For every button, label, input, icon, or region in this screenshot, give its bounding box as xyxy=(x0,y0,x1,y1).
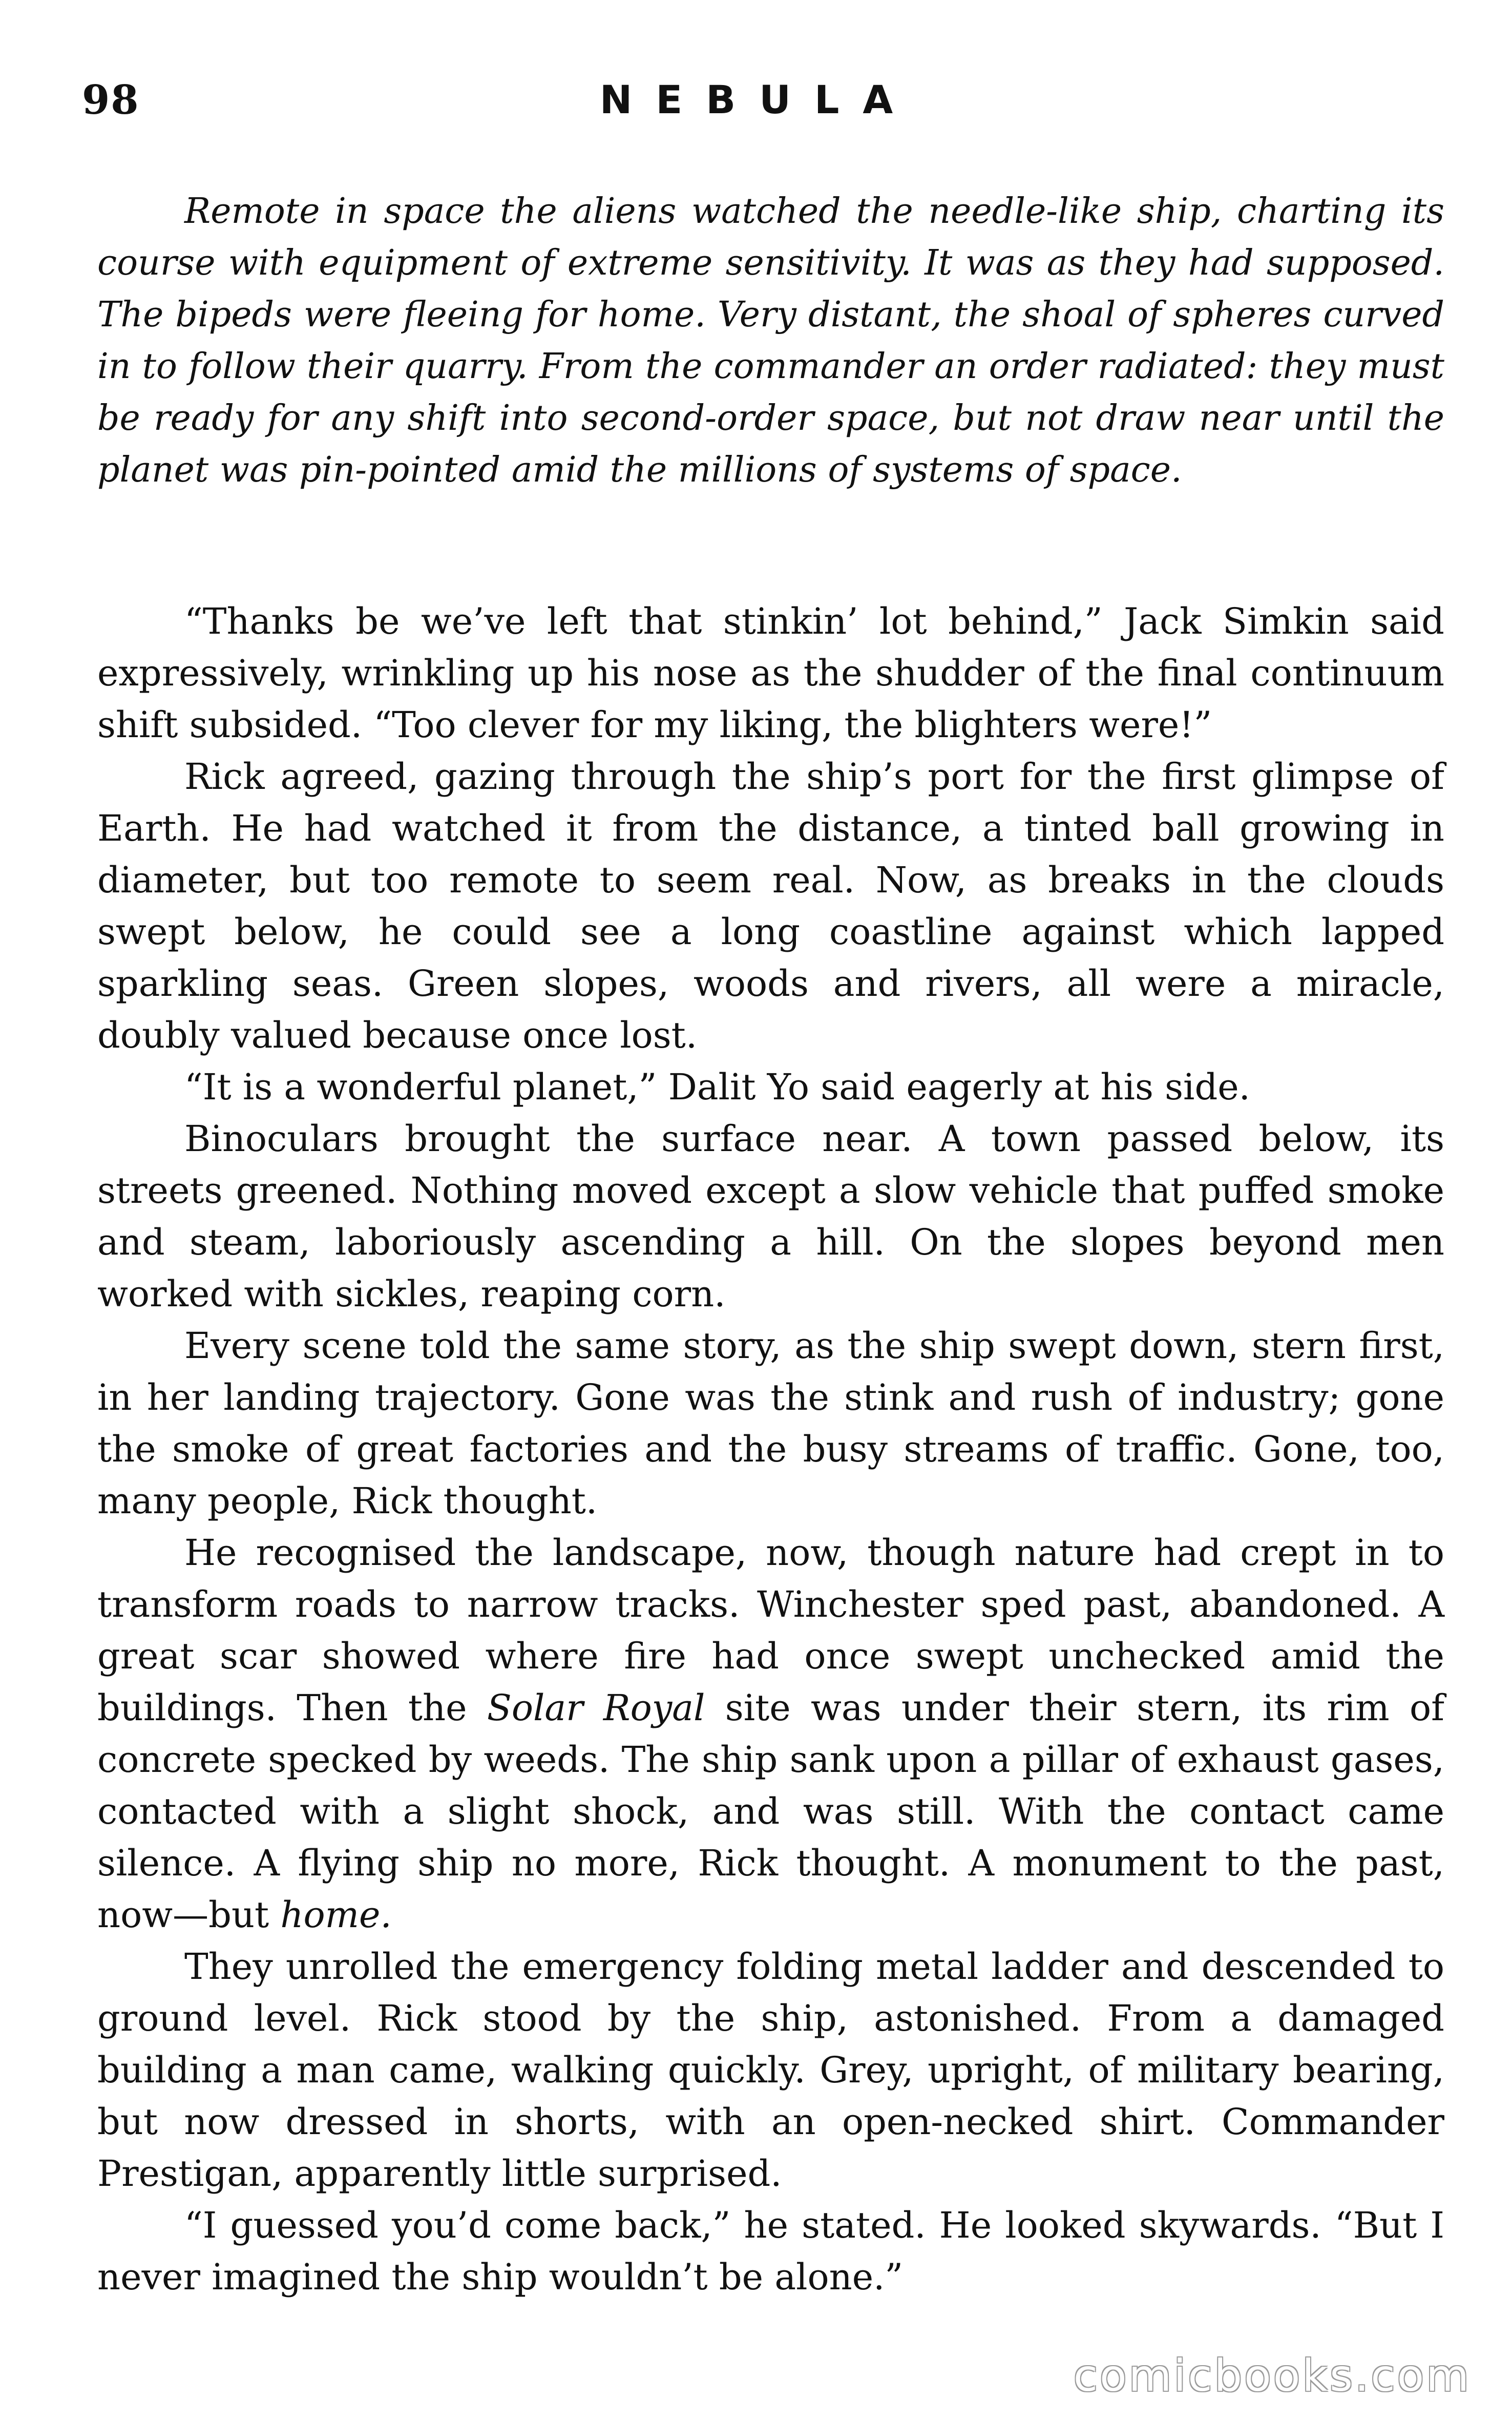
paragraph: “Thanks be we’ve left that stinkin’ lot behind,” Jack Simkin said expressively, wrinkling up his nose as the shudder of the final continuum shift subsided. “Too clever for my liking, the blighters were!” xyxy=(97,600,1444,746)
paragraph: They unrolled the emergency folding metal ladder and descended to ground level. Rick stood by the ship, astonished. From a damaged building a man came, walking quickly. Grey, upright, of military bearing, but now dressed in shorts, with an open-necked shirt. Commander Prestigan, apparently little surprised. xyxy=(97,1946,1444,2195)
running-title: NEBULA xyxy=(599,77,917,122)
page-header xyxy=(82,77,1434,133)
body-text xyxy=(97,596,1444,2303)
paragraph: Binoculars brought the surface near. A town passed below, its streets greened. Nothing moved except a slow vehicle that puffed smoke and steam, laboriously ascending a hill. On the slopes beyond men worked with sickles, reaping corn. xyxy=(97,1118,1444,1315)
page-number: 98 xyxy=(82,77,140,123)
paragraph: “I guessed you’d come back,” he stated. He looked skywards. “But I never imagined the ship wouldn’t be alone.” xyxy=(97,2204,1444,2298)
italic-interlude-paragraph: Remote in space the aliens watched the needle-like ship, charting its course with equipment of extreme sensitivity. It was as they had supposed. The bipeds were fleeing for home. Very distant, the shoal of spheres curved in to follow their quarry. From the commander an order radiated: they must be ready for any shift into second-order space, but not draw near until the planet was pin-pointed amid the millions of systems of space. xyxy=(97,191,1444,490)
paragraph: Every scene told the same story, as the ship swept down, stern first, in her landing trajectory. Gone was the stink and rush of industry; gone the smoke of great factories and the busy streams of traffic. Gone, too, many people, Rick thought. xyxy=(97,1325,1444,1522)
paragraph: “It is a wonderful planet,” Dalit Yo said eagerly at his side. xyxy=(184,1066,1250,1108)
paragraph: Rick agreed, gazing through the ship’s port for the first glimpse of Earth. He had watched it from the distance, a tinted ball growing in diameter, but too remote to seem real. Now, as breaks in the clouds swept below, he could see a long coastline against which lapped sparkling seas. Green slopes, woods and rivers, all were a miracle, doubly valued because once lost. xyxy=(97,756,1444,1056)
ship-name: Solar Royal xyxy=(487,1687,705,1729)
emphasis-word: home. xyxy=(280,1894,392,1936)
text-run: He recognised the landscape, now, though nature had crept in to transform roads to narrow tracks. Winchester sped past, abandoned. A great scar showed where fire had once swept unchecked amid the buildings. Then the xyxy=(97,1532,1444,1729)
text-run: site was under their stern, its rim of concrete specked by weeds. The ship sank upon a pillar of exhaust gases, contacted with a slight shock, and was still. With the contact came silence. A flying ship no more, Rick thought. A monument to the past, now—but xyxy=(97,1687,1444,1936)
paragraph-landscape xyxy=(97,1527,1444,1941)
watermark: comicbooks.com xyxy=(1073,2350,1471,2402)
